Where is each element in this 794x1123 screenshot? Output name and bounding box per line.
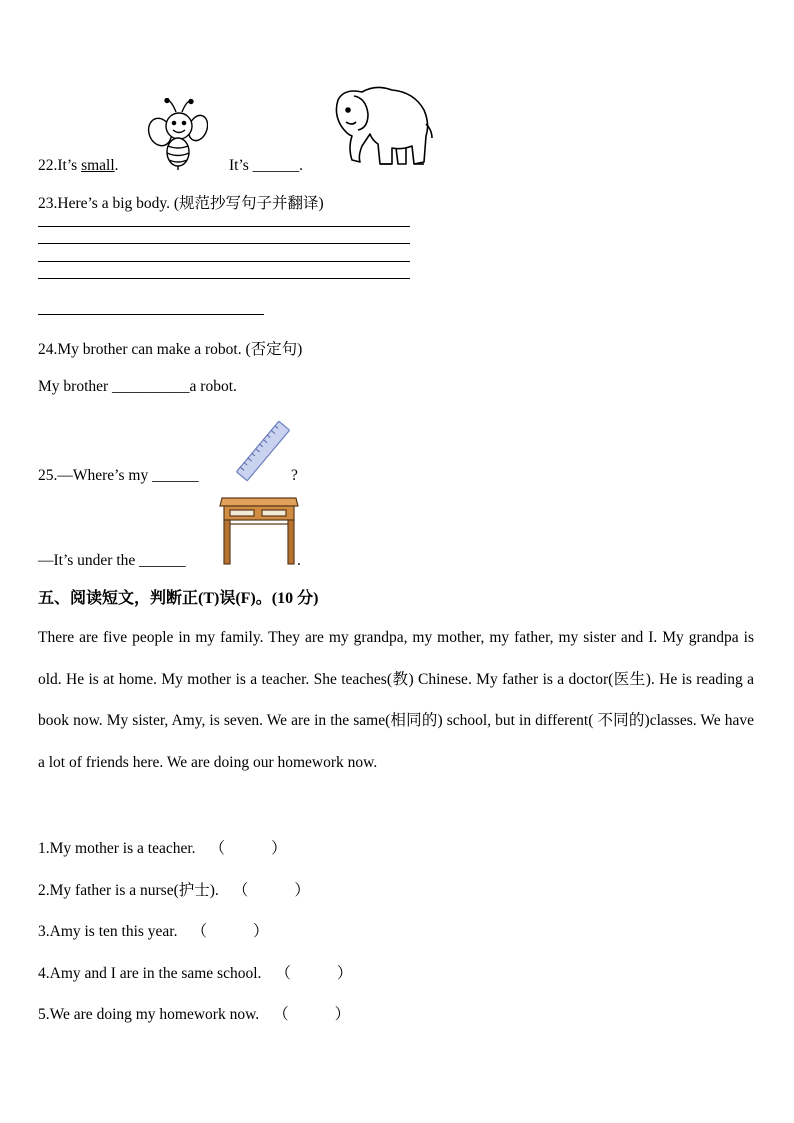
statement-2-text: 2.My father is a nurse(护士). — [38, 882, 219, 899]
copy-line-1[interactable] — [38, 226, 410, 227]
statement-4 — [38, 961, 352, 983]
q22-underlined-word: small — [81, 157, 115, 174]
q25-line2: —It’s under the ______ — [38, 552, 186, 569]
q24-answer-line — [38, 378, 237, 396]
answer-box-4[interactable]: （ ） — [275, 965, 353, 982]
answer-box-2[interactable]: （ ） — [232, 882, 310, 899]
translation-line[interactable] — [38, 314, 264, 315]
bee-icon — [146, 98, 208, 172]
copy-line-4[interactable] — [38, 278, 410, 279]
q24-answer-prefix: My brother — [38, 378, 113, 395]
answer-box-1[interactable]: （ ） — [209, 840, 287, 857]
q22-part1-end: . — [114, 157, 119, 174]
q25-line2-end: . — [297, 552, 301, 569]
q24-answer-blank[interactable]: __________ — [112, 378, 190, 395]
q25-line1-end: ? — [291, 467, 298, 484]
copy-line-3[interactable] — [38, 261, 410, 262]
q22-part2: It’s ______. — [229, 157, 304, 174]
q23-instruction: 23.Here’s a big body. (规范抄写句子并翻译) — [38, 195, 324, 212]
q22-part1: It’s — [57, 157, 82, 174]
q22-number: 22. — [38, 157, 58, 174]
reading-passage: There are five people in my family. They are my grandpa, my mother, my father, my sister and I. My grandpa is old. He is at home. My mother is a teacher. She teaches(教) Chinese. My father is a doctor(医生). He is reading a book now. My sister, Amy, is seven. We are in the same(相同的) school, but in different( 不同的)classes. We have a lot of friends here. We are doing our homework now. — [38, 629, 754, 771]
desk-icon — [218, 494, 300, 568]
statement-1 — [38, 836, 287, 858]
q22-line — [38, 157, 119, 175]
statement-2 — [38, 878, 310, 900]
statement-1-text: 1.My mother is a teacher. — [38, 840, 196, 857]
q24-instruction: 24.My brother can make a robot. (否定句) — [38, 341, 303, 358]
answer-box-5[interactable]: （ ） — [273, 1006, 351, 1023]
copy-line-2[interactable] — [38, 243, 410, 244]
statement-3-text: 3.Amy is ten this year. — [38, 923, 178, 940]
statement-4-text: 4.Amy and I are in the same school. — [38, 965, 262, 982]
section-five-title: 五、阅读短文，判断正(T)误(F)。(10 分) — [38, 590, 319, 607]
q25-line1: 25.—Where’s my ______ — [38, 467, 199, 484]
answer-box-3[interactable]: （ ） — [191, 923, 269, 940]
q24-answer-suffix: a robot. — [189, 378, 237, 395]
ruler-icon — [232, 420, 294, 482]
statement-5 — [38, 1002, 350, 1024]
statement-5-text: 5.We are doing my homework now. — [38, 1006, 260, 1023]
statement-3 — [38, 919, 269, 941]
elephant-icon — [332, 84, 434, 170]
